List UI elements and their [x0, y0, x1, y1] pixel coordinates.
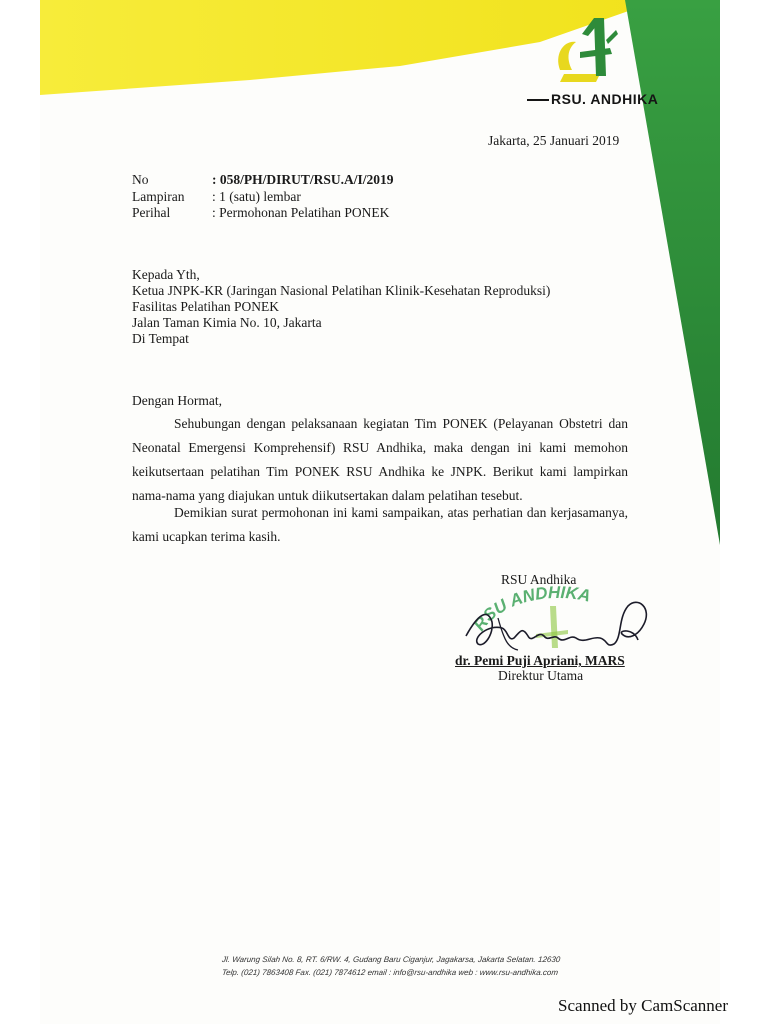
recipient-line: Ketua JNPK-KR (Jaringan Nasional Pelatihan Klinik-Kesehatan Reproduksi) [132, 283, 551, 298]
meta-label-perihal: Perihal [132, 205, 171, 220]
letter-page [40, 0, 720, 1024]
green-band [625, 0, 720, 545]
salutation: Dengan Hormat, [132, 393, 222, 408]
body-paragraph: Demikian surat permohonan ini kami sampaikan, atas perhatian dan kerjasamanya, kami ucapkan terima kasih. [132, 505, 628, 544]
svg-text:RSU ANDHIKA [470, 583, 593, 635]
footer-address: Jl. Warung Silah No. 8, RT. 6/RW. 4, Gudang Baru Ciganjur, Jagakarsa, Jakarta Selatan. 12630 [221, 955, 561, 964]
footer-contact: Telp. (021) 7863408 Fax. (021) 7874612 email : info@rsu-andhika web : www.rsu-andhika.com [221, 968, 559, 977]
signatory-title: Direktur Utama [498, 668, 584, 683]
recipient-line: Di Tempat [132, 331, 189, 346]
meta-value-no: : 058/PH/DIRUT/RSU.A/I/2019 [212, 172, 394, 187]
stamp-text: RSU ANDHIKA [469, 582, 593, 635]
recipient-line: Fasilitas Pelatihan PONEK [132, 299, 279, 314]
meta-value-perihal: : Permohonan Pelatihan PONEK [212, 205, 390, 220]
signature-org: RSU Andhika [501, 572, 577, 587]
rsu-andhika-logo [550, 12, 630, 92]
meta-label-lampiran: Lampiran [132, 189, 185, 204]
recipient-line: Jalan Taman Kimia No. 10, Jakarta [132, 315, 322, 330]
signatory-name: dr. Pemi Puji Apriani, MARS [455, 653, 625, 668]
organization-name: RSU. ANDHIKA [527, 91, 658, 107]
body-paragraph: Sehubungan dengan pelaksanaan kegiatan Tim PONEK (Pelayanan Obstetri dan Neonatal Emergensi Komprehensif) RSU Andhika, maka dengan ini kami memohon keikutsertaan pelatihan Tim PONEK RSU Andhika ke JNPK. Berikut kami lampirkan nama-nama yang diajukan untuk diikutsertakan dalam pelatihan tesebut. [132, 416, 628, 503]
letter-date: Jakarta, 25 Januari 2019 [488, 133, 620, 148]
recipient-line: Kepada Yth, [132, 267, 200, 282]
meta-value-lampiran: : 1 (satu) lembar [212, 189, 301, 204]
scanner-watermark: Scanned by CamScanner [558, 996, 728, 1015]
meta-label-no: No [132, 172, 149, 187]
